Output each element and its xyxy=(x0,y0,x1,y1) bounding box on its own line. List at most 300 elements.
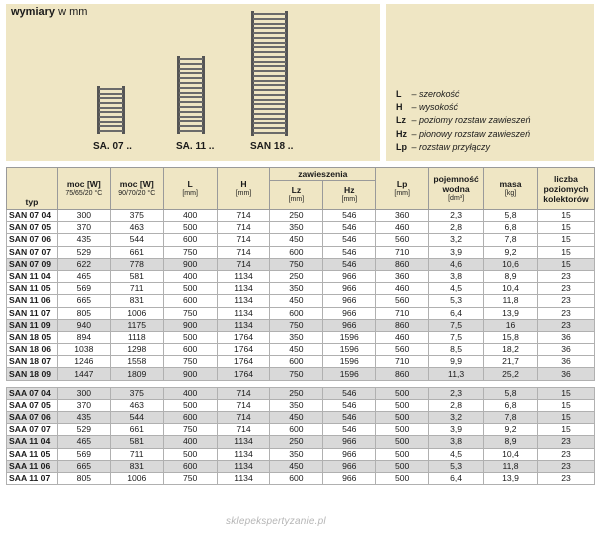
table-cell: 1118 xyxy=(110,331,163,343)
radiator-label-small: SA. 07 .. xyxy=(93,141,132,152)
radiator-bar xyxy=(99,130,123,132)
radiator-bar xyxy=(99,111,123,113)
legend-item: Lp – rozstaw przyłączy xyxy=(396,141,491,152)
table-cell: 778 xyxy=(110,258,163,270)
radiator-bar xyxy=(179,101,203,103)
table-cell: 1764 xyxy=(217,331,270,343)
table-row xyxy=(7,472,595,484)
table-cell: 3,8 xyxy=(429,270,484,282)
table-cell: 250 xyxy=(270,210,323,222)
table-cell: 711 xyxy=(110,283,163,295)
table-cell: 23 xyxy=(537,448,594,460)
radiator-bar xyxy=(253,108,286,110)
table-cell-type: SAA 11 04 xyxy=(7,436,58,448)
table-row xyxy=(7,399,595,411)
table-cell-type: SAN 07 04 xyxy=(7,210,58,222)
table-cell: 400 xyxy=(163,270,217,282)
table-row xyxy=(7,258,595,270)
radiator-bar xyxy=(253,42,286,44)
table-cell: 1246 xyxy=(57,356,110,368)
table-cell: 250 xyxy=(270,270,323,282)
table-cell: 1134 xyxy=(217,270,270,282)
table-cell: 23 xyxy=(537,295,594,307)
watermark: sklepekspertyzanie.pl xyxy=(226,516,326,527)
radiator-bar xyxy=(253,13,286,15)
table-cell: 500 xyxy=(163,283,217,295)
table-row xyxy=(7,210,595,222)
table-cell-type: SAN 11 05 xyxy=(7,283,58,295)
table-cell: 500 xyxy=(163,399,217,411)
table-cell: 500 xyxy=(376,472,429,484)
table-cell: 400 xyxy=(163,387,217,399)
table-cell: 500 xyxy=(163,448,217,460)
table-cell: 831 xyxy=(110,295,163,307)
table-cell-type: SAA 07 05 xyxy=(7,399,58,411)
table-cell: 3,9 xyxy=(429,246,484,258)
table-cell: 710 xyxy=(376,307,429,319)
dimensions-title xyxy=(11,6,87,18)
header-type: typ xyxy=(7,168,58,210)
radiator-bar xyxy=(99,107,123,109)
radiator-bar xyxy=(179,63,203,65)
table-cell: 546 xyxy=(323,258,376,270)
table-cell: 546 xyxy=(323,246,376,258)
table-cell: 465 xyxy=(57,270,110,282)
table-cell: 900 xyxy=(163,368,217,380)
table-cell: 1558 xyxy=(110,356,163,368)
table-cell: 711 xyxy=(110,448,163,460)
table-cell: 805 xyxy=(57,472,110,484)
table-cell-type: SAN 07 05 xyxy=(7,222,58,234)
table-cell: 15 xyxy=(537,234,594,246)
table-cell: 966 xyxy=(323,295,376,307)
radiator-bar xyxy=(253,65,286,67)
table-cell: 966 xyxy=(323,472,376,484)
table-cell: 3,9 xyxy=(429,424,484,436)
table-cell: 4,5 xyxy=(429,283,484,295)
table-row xyxy=(7,270,595,282)
table-cell: 966 xyxy=(323,436,376,448)
table-cell: 665 xyxy=(57,295,110,307)
table-cell: 350 xyxy=(270,399,323,411)
table-row xyxy=(7,222,595,234)
table-cell: 18,2 xyxy=(484,344,538,356)
table-cell: 600 xyxy=(163,344,217,356)
table-cell: 860 xyxy=(376,319,429,331)
table-cell: 546 xyxy=(323,234,376,246)
table-cell: 5,8 xyxy=(484,210,538,222)
table-cell: 714 xyxy=(217,387,270,399)
table-cell-type: SAN 18 06 xyxy=(7,344,58,356)
radiator-bar xyxy=(253,75,286,77)
table-cell: 370 xyxy=(57,222,110,234)
header-connection-spacing: Lp [mm] xyxy=(376,168,429,210)
dimensions-title-unit: w mm xyxy=(55,6,88,18)
table-cell: 450 xyxy=(270,344,323,356)
radiator-bar xyxy=(179,77,203,79)
radiator-label-large: SAN 18 .. xyxy=(250,141,294,152)
radiator-bar xyxy=(179,58,203,60)
table-cell: 9,9 xyxy=(429,356,484,368)
table-cell: 1134 xyxy=(217,283,270,295)
table-cell: 900 xyxy=(163,258,217,270)
table-cell: 546 xyxy=(323,399,376,411)
legend-item: Hz – pionowy rozstaw zawieszeń xyxy=(396,128,531,139)
table-cell: 15 xyxy=(537,246,594,258)
table-cell: 7,5 xyxy=(429,331,484,343)
header-mount-vertical: Hz [mm] xyxy=(323,181,376,210)
header-height: H [mm] xyxy=(217,168,270,210)
radiator-bar xyxy=(253,32,286,34)
table-cell: 1764 xyxy=(217,356,270,368)
table-cell: 2,3 xyxy=(429,210,484,222)
table-cell: 529 xyxy=(57,246,110,258)
radiator-bar xyxy=(179,120,203,122)
table-cell-type: SAN 11 04 xyxy=(7,270,58,282)
table-cell: 714 xyxy=(217,412,270,424)
table-cell: 900 xyxy=(163,319,217,331)
table-cell: 500 xyxy=(376,460,429,472)
radiator-bar xyxy=(253,103,286,105)
radiator-bar xyxy=(99,102,123,104)
table-cell: 350 xyxy=(270,222,323,234)
radiator-bar xyxy=(253,51,286,53)
table-cell: 450 xyxy=(270,234,323,246)
table-cell: 1447 xyxy=(57,368,110,380)
table-cell: 1175 xyxy=(110,319,163,331)
radiator-bar xyxy=(179,96,203,98)
table-cell: 750 xyxy=(163,424,217,436)
table-cell: 560 xyxy=(376,234,429,246)
radiator-bar xyxy=(253,46,286,48)
table-cell: 250 xyxy=(270,387,323,399)
table-cell-type: SAN 11 07 xyxy=(7,307,58,319)
table-cell-type: SAA 11 05 xyxy=(7,448,58,460)
table-cell: 500 xyxy=(163,331,217,343)
radiator-bar xyxy=(253,113,286,115)
table-cell: 465 xyxy=(57,436,110,448)
radiator-bar xyxy=(99,97,123,99)
table-cell: 375 xyxy=(110,210,163,222)
radiator-bar xyxy=(253,84,286,86)
table-cell: 360 xyxy=(376,270,429,282)
table-row xyxy=(7,424,595,436)
radiator-bar xyxy=(253,122,286,124)
table-cell: 350 xyxy=(270,448,323,460)
table-cell: 560 xyxy=(376,344,429,356)
table-cell: 714 xyxy=(217,424,270,436)
table-cell: 546 xyxy=(323,387,376,399)
table-cell-type: SAA 11 06 xyxy=(7,460,58,472)
table-cell: 2,8 xyxy=(429,222,484,234)
table-cell: 300 xyxy=(57,387,110,399)
table-cell: 805 xyxy=(57,307,110,319)
table-cell-type: SAA 07 07 xyxy=(7,424,58,436)
table-cell-type: SAA 07 06 xyxy=(7,412,58,424)
table-cell: 544 xyxy=(110,234,163,246)
radiator-bar xyxy=(253,94,286,96)
header-power-75: moc [W] 75/65/20 °C xyxy=(57,168,110,210)
table-cell: 15 xyxy=(537,399,594,411)
table-cell: 1596 xyxy=(323,356,376,368)
radiator-bar xyxy=(253,37,286,39)
table-cell: 750 xyxy=(270,258,323,270)
table-cell: 3,2 xyxy=(429,234,484,246)
table-cell: 581 xyxy=(110,270,163,282)
table-cell: 25,2 xyxy=(484,368,538,380)
header-mounting: zawieszenia xyxy=(270,168,376,181)
table-cell: 1298 xyxy=(110,344,163,356)
table-cell: 966 xyxy=(323,307,376,319)
table-cell: 6,4 xyxy=(429,472,484,484)
table-cell: 544 xyxy=(110,412,163,424)
table-cell: 11,8 xyxy=(484,460,538,472)
specification-table xyxy=(6,167,595,485)
table-cell: 15 xyxy=(537,258,594,270)
table-cell: 966 xyxy=(323,460,376,472)
table-cell: 15 xyxy=(537,412,594,424)
table-cell-type: SAA 11 07 xyxy=(7,472,58,484)
radiator-drawing-small xyxy=(97,86,125,134)
radiator-bar xyxy=(179,68,203,70)
table-cell: 400 xyxy=(163,436,217,448)
table-cell: 1134 xyxy=(217,436,270,448)
radiator-bar xyxy=(99,116,123,118)
table-cell: 714 xyxy=(217,246,270,258)
radiator-bar xyxy=(253,56,286,58)
radiator-bar xyxy=(179,106,203,108)
table-cell: 1134 xyxy=(217,307,270,319)
radiator-bar xyxy=(253,80,286,82)
radiator-bar xyxy=(179,130,203,132)
table-cell: 665 xyxy=(57,460,110,472)
table-cell: 460 xyxy=(376,283,429,295)
table-cell: 4,6 xyxy=(429,258,484,270)
table-row xyxy=(7,460,595,472)
radiator-bar xyxy=(253,18,286,20)
header-mass: masa [kg] xyxy=(484,168,538,210)
header-power-90: moc [W] 90/70/20 °C xyxy=(110,168,163,210)
table-cell: 710 xyxy=(376,356,429,368)
table-cell: 13,9 xyxy=(484,472,538,484)
table-cell-type: SAN 18 09 xyxy=(7,368,58,380)
table-cell: 460 xyxy=(376,331,429,343)
table-row xyxy=(7,344,595,356)
table-cell: 500 xyxy=(376,387,429,399)
table-cell: 5,8 xyxy=(484,387,538,399)
radiator-bar xyxy=(253,70,286,72)
table-cell: 750 xyxy=(163,356,217,368)
table-cell: 9,2 xyxy=(484,424,538,436)
table-row xyxy=(7,331,595,343)
radiator-label-medium: SA. 11 .. xyxy=(176,141,215,152)
radiator-bar xyxy=(253,99,286,101)
table-cell: 500 xyxy=(376,424,429,436)
radiator-bar xyxy=(179,116,203,118)
table-cell: 5,3 xyxy=(429,295,484,307)
table-cell: 860 xyxy=(376,258,429,270)
table-cell: 600 xyxy=(270,356,323,368)
table-cell: 569 xyxy=(57,283,110,295)
radiator-bar xyxy=(179,87,203,89)
table-row xyxy=(7,436,595,448)
table-cell: 1764 xyxy=(217,368,270,380)
table-cell: 1764 xyxy=(217,344,270,356)
radiator-bar xyxy=(179,111,203,113)
table-cell: 600 xyxy=(163,234,217,246)
radiator-bar xyxy=(253,127,286,129)
table-cell: 750 xyxy=(163,307,217,319)
table-cell-type: SAN 07 06 xyxy=(7,234,58,246)
table-cell-type: SAN 18 05 xyxy=(7,331,58,343)
table-cell: 1038 xyxy=(57,344,110,356)
table-cell-type: SAN 18 07 xyxy=(7,356,58,368)
table-cell: 600 xyxy=(163,295,217,307)
table-cell: 500 xyxy=(163,222,217,234)
table-row xyxy=(7,295,595,307)
table-cell: 831 xyxy=(110,460,163,472)
radiator-bar xyxy=(253,132,286,134)
table-cell: 23 xyxy=(537,319,594,331)
table-cell: 1006 xyxy=(110,307,163,319)
table-cell: 750 xyxy=(270,368,323,380)
table-cell: 581 xyxy=(110,436,163,448)
table-cell: 750 xyxy=(163,246,217,258)
table-cell: 350 xyxy=(270,331,323,343)
table-cell: 15 xyxy=(537,387,594,399)
table-cell: 400 xyxy=(163,210,217,222)
table-cell-type: SAN 07 07 xyxy=(7,246,58,258)
table-cell: 546 xyxy=(323,412,376,424)
table-cell: 36 xyxy=(537,331,594,343)
table-row xyxy=(7,412,595,424)
table-cell: 1134 xyxy=(217,319,270,331)
table-cell: 600 xyxy=(163,460,217,472)
table-cell: 15,8 xyxy=(484,331,538,343)
table-cell: 450 xyxy=(270,295,323,307)
radiator-bar xyxy=(99,88,123,90)
table-cell: 500 xyxy=(376,448,429,460)
table-cell: 360 xyxy=(376,210,429,222)
radiator-bar xyxy=(253,23,286,25)
table-row xyxy=(7,246,595,258)
table-cell: 7,8 xyxy=(484,412,538,424)
table-row xyxy=(7,283,595,295)
table-row xyxy=(7,448,595,460)
table-cell: 1134 xyxy=(217,448,270,460)
table-cell: 450 xyxy=(270,412,323,424)
table-cell: 10,6 xyxy=(484,258,538,270)
legend-item: L – szerokość xyxy=(396,89,460,99)
table-cell: 23 xyxy=(537,460,594,472)
radiator-bar xyxy=(179,125,203,127)
table-cell: 23 xyxy=(537,307,594,319)
table-row xyxy=(7,356,595,368)
radiator-bar xyxy=(179,82,203,84)
table-cell: 3,8 xyxy=(429,436,484,448)
table-cell: 8,9 xyxy=(484,436,538,448)
table-cell-type: SAN 07 09 xyxy=(7,258,58,270)
table-cell: 661 xyxy=(110,424,163,436)
radiator-drawing-medium xyxy=(177,56,205,134)
table-cell-type: SAN 11 09 xyxy=(7,319,58,331)
table-cell-type: SAN 11 06 xyxy=(7,295,58,307)
table-cell: 569 xyxy=(57,448,110,460)
table-cell: 966 xyxy=(323,270,376,282)
table-cell: 36 xyxy=(537,368,594,380)
table-cell: 860 xyxy=(376,368,429,380)
table-cell: 714 xyxy=(217,210,270,222)
table-cell: 5,3 xyxy=(429,460,484,472)
table-cell: 10,4 xyxy=(484,448,538,460)
table-cell: 966 xyxy=(323,448,376,460)
table-cell: 1596 xyxy=(323,331,376,343)
table-cell: 375 xyxy=(110,387,163,399)
table-cell: 940 xyxy=(57,319,110,331)
table-cell: 250 xyxy=(270,436,323,448)
table-cell: 7,5 xyxy=(429,319,484,331)
table-cell: 714 xyxy=(217,222,270,234)
radiator-bar xyxy=(99,93,123,95)
table-cell: 529 xyxy=(57,424,110,436)
table-cell: 13,9 xyxy=(484,307,538,319)
radiator-bar xyxy=(99,125,123,127)
table-cell: 21,7 xyxy=(484,356,538,368)
table-cell: 600 xyxy=(270,424,323,436)
dimensions-title-bold: wymiary xyxy=(11,6,56,18)
table-cell: 7,8 xyxy=(484,234,538,246)
table-cell: 11,3 xyxy=(429,368,484,380)
table-cell: 2,3 xyxy=(429,387,484,399)
table-cell: 714 xyxy=(217,234,270,246)
table-cell: 23 xyxy=(537,283,594,295)
table-cell: 23 xyxy=(537,270,594,282)
table-cell: 16 xyxy=(484,319,538,331)
radiator-bar xyxy=(253,27,286,29)
table-cell: 370 xyxy=(57,399,110,411)
table-cell: 36 xyxy=(537,356,594,368)
table-row xyxy=(7,319,595,331)
header-mount-horizontal: Lz [mm] xyxy=(270,181,323,210)
table-cell: 661 xyxy=(110,246,163,258)
table-cell: 6,8 xyxy=(484,222,538,234)
table-cell: 1809 xyxy=(110,368,163,380)
radiator-bar xyxy=(253,89,286,91)
table-cell: 966 xyxy=(323,283,376,295)
header-width: L [mm] xyxy=(163,168,217,210)
table-row xyxy=(7,234,595,246)
table-row xyxy=(7,307,595,319)
radiator-bar xyxy=(99,121,123,123)
table-cell: 750 xyxy=(270,319,323,331)
table-cell: 600 xyxy=(270,307,323,319)
symbol-legend xyxy=(396,88,531,154)
table-cell: 8,5 xyxy=(429,344,484,356)
table-cell: 546 xyxy=(323,210,376,222)
table-cell: 15 xyxy=(537,210,594,222)
table-cell: 1134 xyxy=(217,295,270,307)
table-cell: 3,2 xyxy=(429,412,484,424)
table-cell: 11,8 xyxy=(484,295,538,307)
table-cell: 1596 xyxy=(323,368,376,380)
table-cell: 714 xyxy=(217,258,270,270)
radiator-bar xyxy=(253,118,286,120)
table-cell: 463 xyxy=(110,222,163,234)
table-cell: 1006 xyxy=(110,472,163,484)
table-cell: 546 xyxy=(323,424,376,436)
radiator-bar xyxy=(179,92,203,94)
header-water-capacity: pojemność wodna [dm³] xyxy=(429,168,484,210)
